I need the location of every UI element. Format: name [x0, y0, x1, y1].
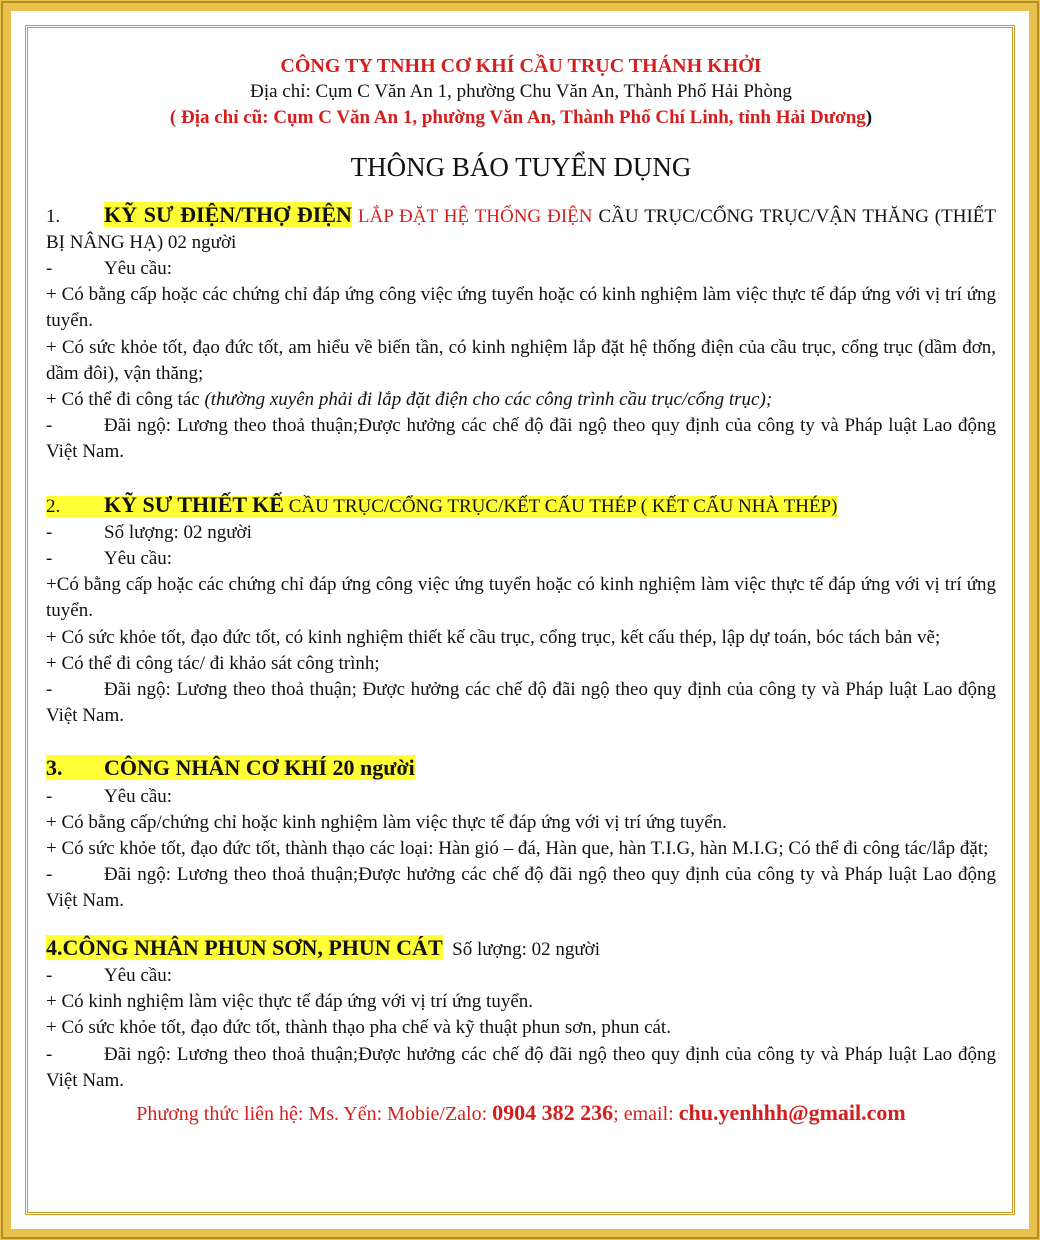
old-address: ( Địa chỉ cũ: Cụm C Văn An 1, phường Văn An, Thành Phố Chí Linh, tỉnh Hải Dương) — [169, 107, 873, 129]
section-3-req-2: + Có sức khỏe tốt, đạo đức tốt, thành thạo các loại: Hàn gió – đá, Hàn que, hàn T.I.G, hàn M.I.G; Có thể đi công tác/lắp đặt; — [46, 838, 989, 860]
notice-title: THÔNG BÁO TUYỂN DỤNG — [350, 151, 692, 182]
section-3-req-1: + Có bằng cấp/chứng chỉ hoặc kinh nghiệm làm việc thực tế đáp ứng với vị trí ứng tuyển. — [46, 811, 727, 833]
section-4-req-label: - Yêu cầu: — [46, 964, 173, 986]
spacer — [46, 729, 996, 755]
section-3-req-label: - Yêu cầu: — [46, 785, 173, 807]
section-2-heading: 2. KỸ SƯ THIẾT KẾ CẦU TRỤC/CỔNG TRỤC/KẾT CẤU THÉP ( KẾT CẤU NHÀ THÉP) — [46, 491, 838, 517]
section-2-req-label: - Yêu cầu: — [46, 548, 173, 570]
section-2-quantity: - Số lượng: 02 người — [46, 521, 252, 543]
section-2-req-1: +Có bằng cấp hoặc các chứng chỉ đáp ứng công việc ứng tuyển hoặc có kinh nghiệm làm việc thực tế đáp ứng với vị trí ứng tuyển. — [46, 574, 996, 622]
section-1-heading: 1. KỸ SƯ ĐIỆN/THỢ ĐIỆN LẮP ĐẶT HỆ THỐNG ĐIỆN CẦU TRỤC/CỔNG TRỤC/VẬN THĂNG (THIẾT BỊ NÂNG HẠ) 02 người — [46, 201, 996, 253]
contact-line: Phương thức liên hệ: Ms. Yến: Mobie/Zalo: 0904 382 236; email: chu.yenhhh@gmail.com — [136, 1099, 906, 1125]
contact-email[interactable]: chu.yenhhh@gmail.com — [678, 1099, 906, 1125]
recruitment-notice — [46, 53, 996, 1127]
section-4-heading: 4.CÔNG NHÂN PHUN SƠN, PHUN CÁT Số lượng: 02 người — [46, 934, 600, 960]
spacer — [46, 466, 996, 492]
contact-phone[interactable]: 0904 382 236 — [492, 1099, 614, 1125]
section-1-req-1: + Có bằng cấp hoặc các chứng chỉ đáp ứng công việc ứng tuyển hoặc có kinh nghiệm làm việc thực tế đáp ứng với vị trí ứng tuyển. — [46, 284, 996, 332]
section-4-benefit: - Đãi ngộ: Lương theo thoả thuận;Được hưởng các chế độ đãi ngộ theo quy định của công ty và Pháp luật Lao động Việt Nam. — [46, 1043, 996, 1091]
section-3-heading: 3. CÔNG NHÂN CƠ KHÍ 20 người — [46, 755, 415, 781]
section-1-req-3: + Có thể đi công tác (thường xuyên phải đi lắp đặt điện cho các công trình cầu trục/cổng trục); — [46, 389, 773, 411]
company-address: Địa chỉ: Cụm C Văn An 1, phường Chu Văn An, Thành Phố Hải Phòng — [250, 81, 792, 103]
section-2-req-2: + Có sức khỏe tốt, đạo đức tốt, có kinh nghiệm thiết kế cầu trục, cổng trục, kết cấu thép, lập dự toán, bóc tách bản vẽ; — [46, 626, 941, 648]
section-3-benefit: - Đãi ngộ: Lương theo thoả thuận;Được hưởng các chế độ đãi ngộ theo quy định của công ty và Pháp luật Lao động Việt Nam. — [46, 864, 996, 912]
section-2-req-3: + Có thể đi công tác/ đi khảo sát công trình; — [46, 652, 380, 674]
section-1-req-label: - Yêu cầu: — [46, 258, 173, 280]
section-1-benefit: - Đãi ngộ: Lương theo thoả thuận;Được hưởng các chế độ đãi ngộ theo quy định của công ty và Pháp luật Lao động Việt Nam. — [46, 415, 996, 463]
spacer — [46, 915, 996, 935]
section-1-req-2: + Có sức khỏe tốt, đạo đức tốt, am hiểu về biến tần, có kinh nghiệm lắp đặt hệ thống điện của cầu trục, cổng trục (dầm đơn, dầm đôi), vận thăng; — [46, 336, 996, 384]
company-name: CÔNG TY TNHH CƠ KHÍ CẦU TRỤC THÁNH KHỞI — [280, 55, 762, 77]
section-4-req-1: + Có kinh nghiệm làm việc thực tế đáp ứng với vị trí ứng tuyển. — [46, 991, 533, 1013]
section-4-req-2: + Có sức khỏe tốt, đạo đức tốt, thành thạo pha chế và kỹ thuật phun sơn, phun cát. — [46, 1017, 671, 1039]
section-2-benefit: - Đãi ngộ: Lương theo thoả thuận; Được hưởng các chế độ đãi ngộ theo quy định của công ty và Pháp luật Lao động Việt Nam. — [46, 679, 996, 727]
